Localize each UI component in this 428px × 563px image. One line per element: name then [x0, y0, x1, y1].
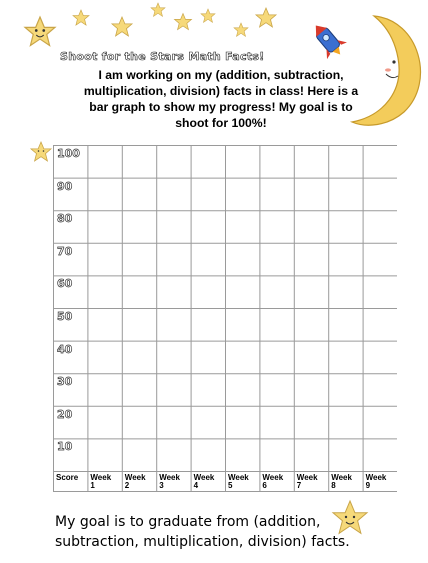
x-tick-label: Week 9 [365, 473, 387, 490]
star-icon [112, 17, 132, 36]
x-tick-label: Week 7 [296, 473, 318, 490]
goal-line-1: My goal is to graduate from (addition, [55, 514, 321, 530]
star-icon [151, 3, 165, 16]
worksheet-title: Shoot for the Stars Math Facts! [60, 50, 265, 63]
y-tick-label: 70 [57, 244, 73, 258]
x-tick-label: Week 8 [331, 473, 352, 490]
star-icon [28, 139, 54, 165]
rocket-icon [308, 20, 348, 60]
intro-text: I am working on my (addition, subtraction, multiplication, division) facts in class! Here is a bar graph to show my progress! My goal is to shoot for 100%! [83, 68, 359, 130]
chart-grid [53, 145, 397, 492]
star-icon [201, 9, 215, 22]
star-icon [175, 14, 192, 30]
star-icon [234, 23, 248, 36]
star-icon [25, 17, 55, 46]
x-tick-label: Week 6 [262, 473, 284, 490]
y-tick-label: 20 [57, 407, 73, 421]
y-tick-label: 40 [57, 342, 73, 356]
x-tick-label: Week 1 [90, 473, 112, 490]
y-tick-label: 30 [57, 375, 73, 389]
y-tick-label: 60 [57, 277, 73, 291]
progress-bar-chart [53, 145, 397, 492]
y-tick-label: 50 [57, 310, 73, 323]
star-icon [256, 8, 276, 27]
x-tick-label: Week 3 [159, 473, 180, 490]
y-tick-label: 10 [57, 440, 73, 454]
score-header-label: Score [56, 473, 79, 482]
y-tick-label: 90 [57, 179, 73, 193]
goal-statement [55, 512, 385, 552]
x-tick-label: Week 4 [193, 473, 215, 490]
y-tick-label: 80 [57, 212, 73, 226]
x-tick-label: Week 5 [228, 473, 249, 490]
y-tick-label: 100 [57, 147, 80, 160]
goal-line-2: subtraction, multiplication, division) facts. [55, 534, 350, 550]
x-tick-label: Week 2 [124, 473, 146, 490]
star-icon [73, 10, 89, 25]
